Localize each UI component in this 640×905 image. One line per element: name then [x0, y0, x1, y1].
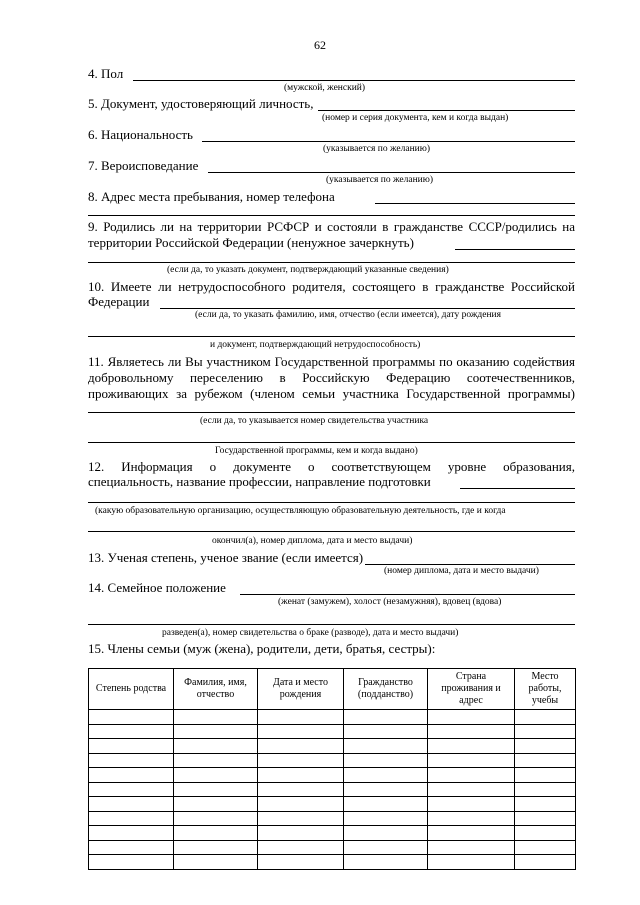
field-12-text-2: специальность, название профессии, направление подготовки: [88, 474, 431, 489]
table-body: [89, 710, 576, 870]
field-10-line[interactable]: [160, 308, 575, 309]
table-cell[interactable]: [174, 855, 258, 870]
table-cell[interactable]: [515, 782, 576, 797]
table-cell[interactable]: [515, 739, 576, 754]
field-9-line[interactable]: [455, 249, 575, 250]
field-11-line-2[interactable]: [88, 442, 575, 443]
table-cell[interactable]: [89, 739, 174, 754]
table-cell[interactable]: [258, 768, 344, 783]
table-cell[interactable]: [174, 826, 258, 841]
table-cell[interactable]: [89, 724, 174, 739]
table-cell[interactable]: [258, 855, 344, 870]
table-row: [89, 782, 576, 797]
field-9-text-1: 9. Родились ли на территории РСФСР и состояли в гражданстве СССР/родились на: [88, 219, 575, 234]
table-cell[interactable]: [174, 739, 258, 754]
field-8-label: 8. Адрес места пребывания, номер телефона: [88, 189, 335, 204]
table-cell[interactable]: [258, 840, 344, 855]
field-9-line-2[interactable]: [88, 262, 575, 263]
table-cell[interactable]: [515, 826, 576, 841]
table-cell[interactable]: [428, 724, 515, 739]
table-cell[interactable]: [344, 840, 428, 855]
field-14-line[interactable]: [240, 594, 575, 595]
table-cell[interactable]: [428, 753, 515, 768]
field-13-label: 13. Ученая степень, ученое звание (если имеется): [88, 550, 364, 565]
table-cell[interactable]: [515, 811, 576, 826]
field-11-hint-1: (если да, то указывается номер свидетельства участника: [200, 416, 429, 426]
table-cell[interactable]: [515, 855, 576, 870]
field-9-text-2: территории Российской Федерации (ненужное зачеркнуть): [88, 235, 414, 250]
table-cell[interactable]: [89, 753, 174, 768]
field-13-line[interactable]: [365, 564, 575, 565]
field-10-hint-1: (если да, то указать фамилию, имя, отчество (если имеется), дату рождения: [195, 310, 501, 320]
table-cell[interactable]: [344, 826, 428, 841]
table-cell[interactable]: [89, 797, 174, 812]
field-6-hint: (указывается по желанию): [323, 144, 431, 154]
field-12-line-3[interactable]: [88, 531, 575, 532]
table-cell[interactable]: [258, 782, 344, 797]
table-cell[interactable]: [174, 840, 258, 855]
field-8-line[interactable]: [375, 203, 575, 204]
table-cell[interactable]: [89, 811, 174, 826]
table-cell[interactable]: [515, 753, 576, 768]
page-number: 62: [314, 38, 326, 52]
header-citizenship: Гражданство (подданство): [344, 669, 428, 710]
field-14-hint-2: разведен(а), номер свидетельства о браке (разводе), дата и место выдачи): [162, 628, 459, 638]
table-cell[interactable]: [344, 782, 428, 797]
field-10-text-1: 10. Имеете ли нетрудоспособного родителя, состоящего в гражданстве Российской: [88, 279, 575, 294]
header-full-name: Фамилия, имя, отчество: [174, 669, 258, 710]
table-row: [89, 768, 576, 783]
table-cell[interactable]: [344, 710, 428, 725]
table-cell[interactable]: [258, 811, 344, 826]
table-row: [89, 826, 576, 841]
field-10-text-2: Федерации: [88, 294, 150, 309]
field-12-text-1: 12. Информация о документе о соответствующем уровне образования,: [88, 459, 575, 474]
field-10-hint-2: и документ, подтверждающий нетрудоспособность): [210, 340, 421, 350]
table-cell[interactable]: [428, 739, 515, 754]
field-6-line[interactable]: [202, 141, 575, 142]
table-cell[interactable]: [428, 826, 515, 841]
table-row: [89, 811, 576, 826]
field-5-hint: (номер и серия документа, кем и когда выдан): [322, 113, 509, 123]
table-cell[interactable]: [258, 710, 344, 725]
header-birth: Дата и место рождения: [258, 669, 344, 710]
table-cell[interactable]: [344, 768, 428, 783]
table-cell[interactable]: [89, 768, 174, 783]
field-12-line[interactable]: [460, 488, 575, 489]
table-cell[interactable]: [428, 768, 515, 783]
table-cell[interactable]: [89, 855, 174, 870]
table-cell[interactable]: [515, 710, 576, 725]
table-cell[interactable]: [344, 753, 428, 768]
field-12-line-2[interactable]: [88, 502, 575, 503]
table-cell[interactable]: [258, 753, 344, 768]
table-cell[interactable]: [515, 768, 576, 783]
field-6-label: 6. Национальность: [88, 127, 193, 142]
table-cell[interactable]: [344, 739, 428, 754]
table-cell[interactable]: [515, 840, 576, 855]
table-cell[interactable]: [258, 739, 344, 754]
header-work-study: Место работы, учебы: [515, 669, 576, 710]
header-country-address: Страна проживания и адрес: [428, 669, 515, 710]
field-11-line[interactable]: [88, 412, 575, 413]
table-cell[interactable]: [428, 782, 515, 797]
field-14-label: 14. Семейное положение: [88, 580, 226, 595]
table-cell[interactable]: [428, 855, 515, 870]
table-header-row: [89, 669, 576, 710]
table-cell[interactable]: [174, 768, 258, 783]
field-7-hint: (указывается по желанию): [326, 175, 434, 185]
table-cell[interactable]: [89, 710, 174, 725]
field-4-line[interactable]: [133, 80, 575, 81]
field-5-label: 5. Документ, удостоверяющий личность,: [88, 96, 314, 111]
table-cell[interactable]: [174, 724, 258, 739]
field-11-text-3: проживающих за рубежом (членом семьи участника Государственной программы): [88, 386, 575, 401]
field-10-line-2[interactable]: [88, 336, 575, 337]
table-cell[interactable]: [174, 782, 258, 797]
table-row: [89, 739, 576, 754]
table-cell[interactable]: [174, 710, 258, 725]
field-11-text-2: добровольному переселению в Российскую Федерацию соотечественников,: [88, 370, 575, 385]
field-8-line-2[interactable]: [88, 215, 575, 216]
field-14-line-2[interactable]: [88, 624, 575, 625]
field-15-label: 15. Члены семьи (муж (жена), родители, дети, братья, сестры):: [88, 641, 436, 656]
table-row: [89, 797, 576, 812]
table-cell[interactable]: [515, 797, 576, 812]
table-cell[interactable]: [428, 797, 515, 812]
table-row: [89, 753, 576, 768]
table-row: [89, 710, 576, 725]
field-4-hint: (мужской, женский): [284, 83, 366, 93]
table-cell[interactable]: [428, 811, 515, 826]
table-cell[interactable]: [344, 797, 428, 812]
table-cell[interactable]: [174, 797, 258, 812]
table-cell[interactable]: [89, 840, 174, 855]
header-relation: Степень родства: [89, 669, 174, 710]
table-row: [89, 840, 576, 855]
table-cell[interactable]: [89, 782, 174, 797]
table-cell[interactable]: [258, 724, 344, 739]
table-cell[interactable]: [515, 724, 576, 739]
table-cell[interactable]: [344, 724, 428, 739]
table-cell[interactable]: [344, 811, 428, 826]
table-cell[interactable]: [258, 797, 344, 812]
table-cell[interactable]: [174, 753, 258, 768]
family-members-table: [88, 668, 576, 870]
field-11-text-1: 11. Являетесь ли Вы участником Государственной программы по оказанию содействия: [88, 354, 575, 369]
table-cell[interactable]: [89, 826, 174, 841]
field-4-label: 4. Пол: [88, 66, 124, 81]
table-row: [89, 855, 576, 870]
field-7-line[interactable]: [208, 172, 575, 173]
table-cell[interactable]: [428, 840, 515, 855]
field-14-hint-1: (женат (замужем), холост (незамужняя), вдовец (вдова): [278, 597, 502, 607]
field-9-hint: (если да, то указать документ, подтверждающий указанные сведения): [167, 265, 449, 275]
field-12-hint-1: (какую образовательную организацию, осуществляющую образовательную деятельность, где и когда: [95, 506, 506, 516]
field-5-line[interactable]: [318, 110, 575, 111]
table-cell[interactable]: [428, 710, 515, 725]
table-cell[interactable]: [258, 826, 344, 841]
field-11-hint-2: Государственной программы, кем и когда выдано): [215, 446, 418, 456]
field-12-hint-2: окончил(а), номер диплома, дата и место выдачи): [212, 536, 413, 546]
table-row: [89, 724, 576, 739]
field-13-hint: (номер диплома, дата и место выдачи): [384, 566, 539, 576]
table-cell[interactable]: [344, 855, 428, 870]
field-7-label: 7. Вероисповедание: [88, 158, 199, 173]
table-cell[interactable]: [174, 811, 258, 826]
